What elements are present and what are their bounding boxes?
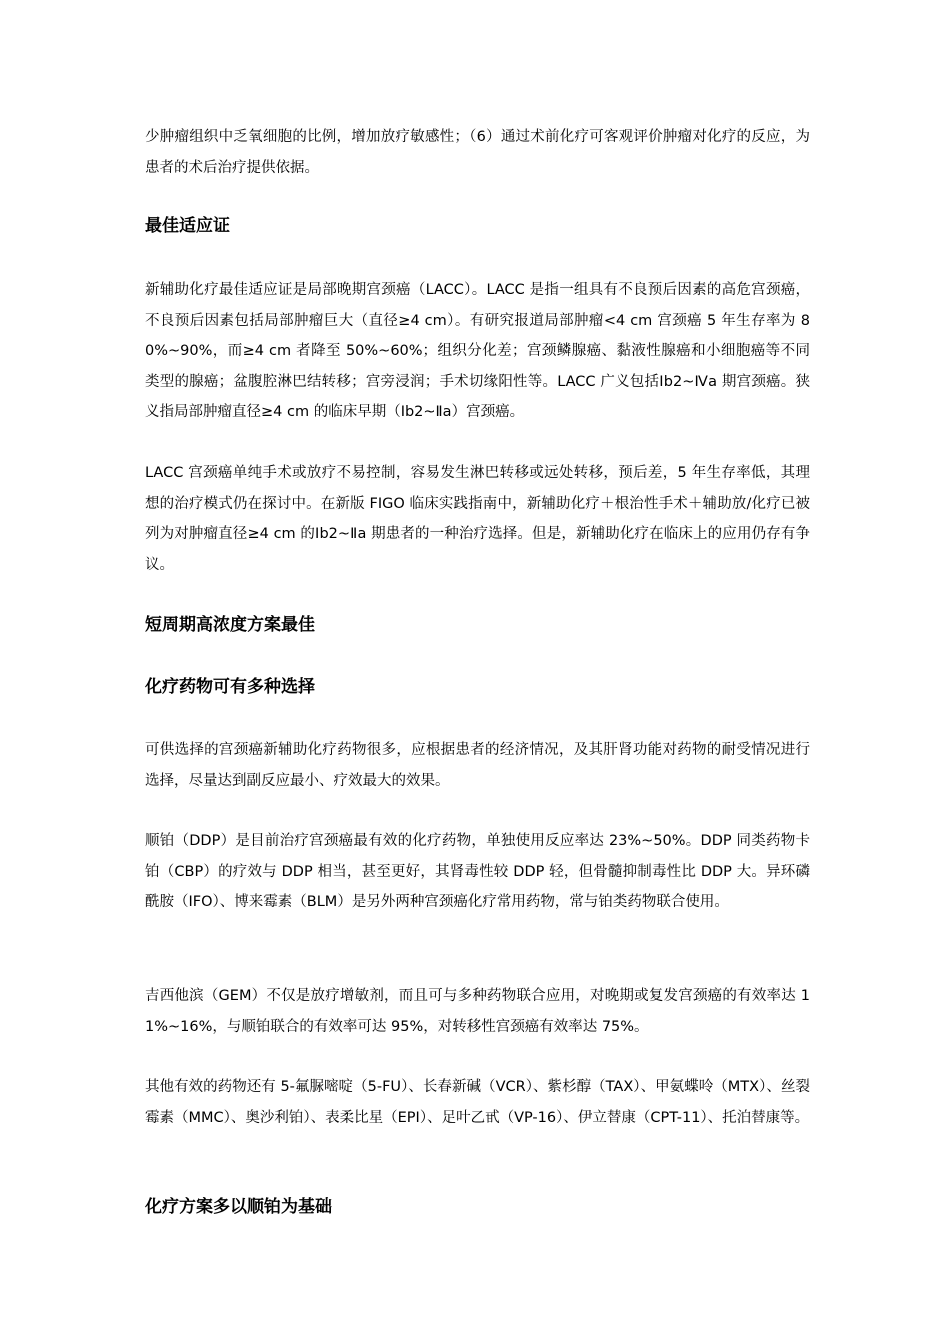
heading-best-indication: 最佳适应证 bbox=[145, 216, 230, 236]
paragraph-lacc-definition: 新辅助化疗最佳适应证是局部晚期宫颈癌（LACC）。LACC 是指一组具有不良预后因素的高危宫颈癌，不良预后因素包括局部肿瘤巨大（直径≥4 cm）。有研究报道局部肿瘤<4 cm 宫颈癌 5 年生存率为 80%~90%，而≥4 cm 者降至 50%~60%；组织分化差；宫颈鳞腺癌、黏液性腺癌和小细胞癌等不同类型的腺癌；盆腹腔淋巴结转移；宫旁浸润；手术切缘阳性等。LACC 广义包括Ⅰb2~Ⅳa 期宫颈癌。狭义指局部肿瘤直径≥4 cm 的临床早期（Ⅰb2~Ⅱa）宫颈癌。 bbox=[145, 282, 810, 420]
paragraph-chemo-benefits-end: 少肿瘤组织中乏氧细胞的比例，增加放疗敏感性；（6）通过术前化疗可客观评价肿瘤对化疗的反应，为患者的术后治疗提供依据。 bbox=[145, 129, 810, 176]
paragraph-other-drugs: 其他有效的药物还有 5-氟脲嘧啶（5-FU）、长春新碱（VCR）、紫杉醇（TAX）、甲氨蝶呤（MTX）、丝裂霉素（MMC）、奥沙利铂）、表柔比星（EPI）、足叶乙甙（VP-16）、伊立替康（CPT-11）、托泊替康等。 bbox=[145, 1079, 810, 1126]
heading-cisplatin-based-regimens: 化疗方案多以顺铂为基础 bbox=[145, 1197, 332, 1217]
heading-short-cycle-regimen: 短周期高浓度方案最佳 bbox=[145, 615, 315, 635]
heading-drug-choices: 化疗药物可有多种选择 bbox=[145, 677, 315, 697]
paragraph-gemcitabine: 吉西他滨（GEM）不仅是放疗增敏剂，而且可与多种药物联合应用，对晚期或复发宫颈癌的有效率达 11%~16%，与顺铂联合的有效率可达 95%，对转移性宫颈癌有效率达 75%。 bbox=[145, 988, 810, 1035]
paragraph-drug-selection: 可供选择的宫颈癌新辅助化疗药物很多，应根据患者的经济情况，及其肝肾功能对药物的耐受情况进行选择，尽量达到副反应最小、疗效最大的效果。 bbox=[145, 742, 810, 789]
paragraph-lacc-treatment: LACC 宫颈癌单纯手术或放疗不易控制，容易发生淋巴转移或远处转移，预后差，5 年生存率低，其理想的治疗模式仍在探讨中。在新版 FIGO 临床实践指南中，新辅助化疗＋根治性手术＋辅助放/化疗已被列为对肿瘤直径≥4 cm 的Ⅰb2~Ⅱa 期患者的一种治疗选择。但是，新辅助化疗在临床上的应用仍存有争议。 bbox=[145, 465, 810, 573]
paragraph-cisplatin: 顺铂（DDP）是目前治疗宫颈癌最有效的化疗药物，单独使用反应率达 23%~50%。DDP 同类药物卡铂（CBP）的疗效与 DDP 相当，甚至更好，其肾毒性较 DDP 轻，但骨髓抑制毒性比 DDP 大。异环磷酰胺（IFO）、博来霉素（BLM）是另外两种宫颈癌化疗常用药物，常与铂类药物联合使用。 bbox=[145, 833, 810, 910]
